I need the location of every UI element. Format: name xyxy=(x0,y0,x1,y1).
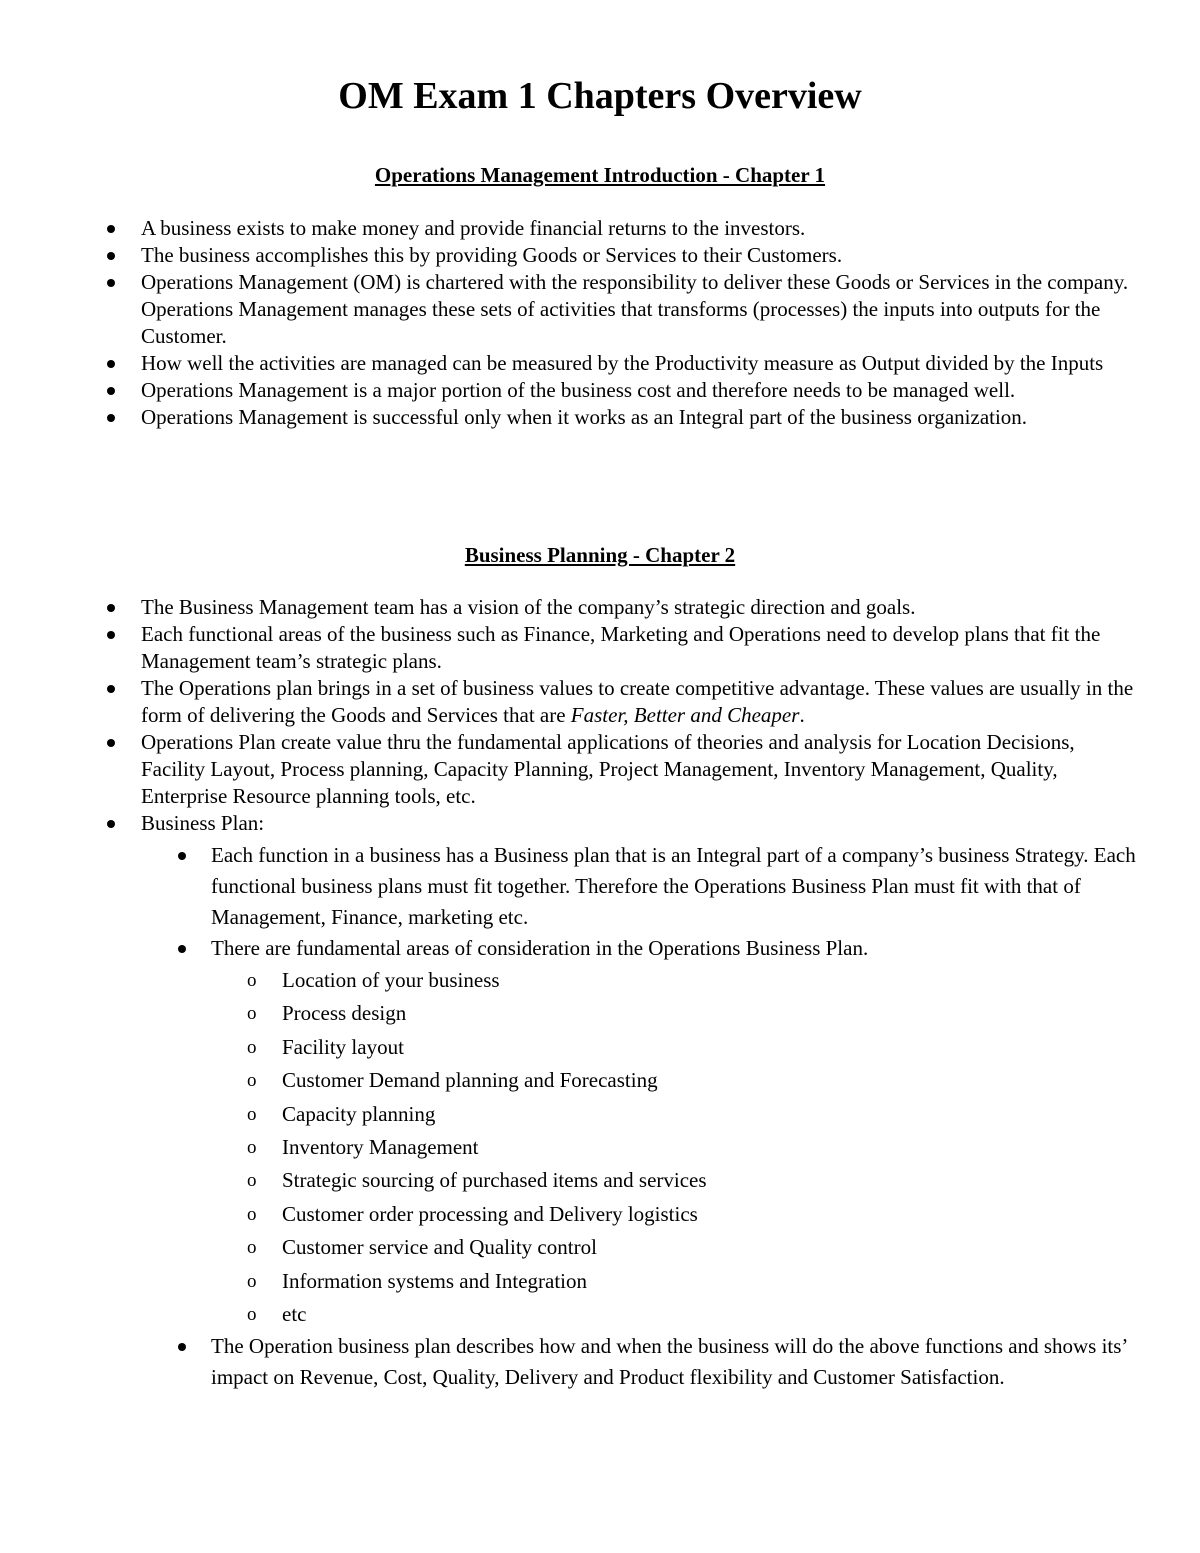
area-item xyxy=(247,1164,1136,1197)
list-item-text: How well the activities are managed can be measured by the Productivity measure as Output divided by the Inputs xyxy=(141,351,1104,375)
area-item xyxy=(247,1098,1136,1131)
area-item-text: Customer service and Quality control xyxy=(282,1235,597,1260)
circle-bullet-icon: o xyxy=(247,1103,257,1125)
section-heading-chapter-2: Business Planning - Chapter 2 xyxy=(464,543,736,567)
chapter-1-bullet-list xyxy=(141,215,1136,431)
circle-bullet-icon: o xyxy=(247,1036,257,1058)
area-item xyxy=(247,1298,1136,1331)
list-item xyxy=(141,350,1136,377)
list-item-text: The Business Management team has a vision of the company’s strategic direction and goals. xyxy=(141,595,916,619)
area-item-text: Inventory Management xyxy=(282,1135,479,1160)
list-item-text: Operations Plan create value thru the fundamental applications of theories and analysis for Location Decisions, Facility Layout, Process planning, Capacity Planning, Project Management, Inventory Management, Quality, Enterprise Resource planning tools, etc. xyxy=(141,730,1075,808)
list-item xyxy=(141,242,1136,269)
circle-bullet-icon: o xyxy=(247,1237,257,1259)
area-item xyxy=(247,1064,1136,1097)
circle-bullet-icon: o xyxy=(247,1270,257,1292)
bullet-icon xyxy=(107,820,115,828)
chapter-2-bullet-list xyxy=(141,594,1136,1393)
list-item xyxy=(141,594,1136,621)
bullet-icon xyxy=(107,739,115,747)
area-item-text: Strategic sourcing of purchased items and services xyxy=(282,1168,707,1193)
italic-phrase: Faster, Better and Cheaper xyxy=(570,703,800,727)
circle-bullet-icon: o xyxy=(247,1203,257,1225)
sub-list-item-text: Each function in a business has a Business plan that is an Integral part of a company’s business Strategy. Each functional business plans must fit together. Therefore the Operations Business Plan must fit with that of Management, Finance, marketing etc. xyxy=(211,843,1136,929)
bullet-icon xyxy=(178,1343,186,1351)
bullet-icon xyxy=(107,387,115,395)
bullet-icon xyxy=(107,279,115,287)
area-item-text: Information systems and Integration xyxy=(282,1268,588,1293)
area-item xyxy=(247,1265,1136,1298)
sub-list-item xyxy=(211,1331,1136,1393)
list-item xyxy=(141,675,1136,729)
list-item-text-before: The Operations plan brings in a set of business values to create competitive advantage. These values are usually in the form of delivering the Goods and Services that are xyxy=(141,676,1134,727)
area-item-text: etc xyxy=(282,1302,307,1327)
circle-bullet-icon: o xyxy=(247,970,257,991)
page-title: OM Exam 1 Chapters Overview xyxy=(338,75,862,117)
area-item-text: Customer Demand planning and Forecasting xyxy=(282,1068,658,1093)
list-item xyxy=(141,729,1136,810)
circle-bullet-icon: o xyxy=(247,1170,257,1192)
area-item-text: Location of your business xyxy=(282,968,500,992)
area-item xyxy=(247,1131,1136,1164)
bullet-icon xyxy=(107,225,115,233)
sub-list-item xyxy=(211,840,1136,933)
list-item-text: Operations Management is a major portion of the business cost and therefore needs to be managed well. xyxy=(141,378,1016,402)
list-item xyxy=(141,215,1136,242)
list-item-text: Each functional areas of the business such as Finance, Marketing and Operations need to develop plans that fit the Management team’s strategic plans. xyxy=(141,622,1101,673)
list-item-text: Operations Management (OM) is chartered with the responsibility to deliver these Goods or Services in the company. Operations Management manages these sets of activities that transforms (processes) the inputs into outputs for the Customer. xyxy=(141,270,1129,348)
list-item-text: Operations Management is successful only when it works as an Integral part of the business organization. xyxy=(141,405,1028,429)
area-item xyxy=(247,964,1136,997)
sub-list-item-text: There are fundamental areas of consideration in the Operations Business Plan. xyxy=(211,936,869,960)
list-item-text: Business Plan: xyxy=(141,811,265,835)
list-item xyxy=(141,621,1136,675)
area-item xyxy=(247,997,1136,1030)
bullet-icon xyxy=(107,685,115,693)
circle-bullet-icon: o xyxy=(247,1070,257,1092)
area-item xyxy=(247,1031,1136,1064)
list-item-business-plan xyxy=(141,810,1136,1393)
circle-bullet-icon: o xyxy=(247,1304,257,1326)
list-item-text: The business accomplishes this by providing Goods or Services to their Customers. xyxy=(141,243,843,267)
area-item xyxy=(247,1198,1136,1231)
list-item xyxy=(141,269,1136,350)
business-plan-sublist xyxy=(211,840,1136,1393)
area-item-text: Customer order processing and Delivery logistics xyxy=(282,1201,698,1226)
list-item xyxy=(141,377,1136,404)
bullet-icon xyxy=(107,414,115,422)
bullet-icon xyxy=(107,604,115,612)
area-item-text: Process design xyxy=(282,1001,407,1026)
bullet-icon xyxy=(107,631,115,639)
bullet-icon xyxy=(178,852,186,860)
circle-bullet-icon: o xyxy=(247,1003,257,1025)
circle-bullet-icon: o xyxy=(247,1137,257,1159)
bullet-icon xyxy=(107,252,115,260)
area-item-text: Facility layout xyxy=(282,1034,404,1059)
list-item xyxy=(141,404,1136,431)
area-item-text: Capacity planning xyxy=(282,1101,436,1126)
list-item-text-after: . xyxy=(799,703,805,727)
bullet-icon xyxy=(107,360,115,368)
sub-list-item-text: The Operation business plan describes how and when the business will do the above functions and shows its’ impact on Revenue, Cost, Quality, Delivery and Product flexibility and Customer Satisfaction. xyxy=(211,1334,1127,1390)
list-item-text: A business exists to make money and provide financial returns to the investors. xyxy=(141,216,806,240)
sub-list-item xyxy=(211,933,1136,1331)
consideration-areas-list xyxy=(247,964,1136,1331)
bullet-icon xyxy=(178,945,186,953)
area-item xyxy=(247,1231,1136,1264)
section-heading-chapter-1: Operations Management Introduction - Chapter 1 xyxy=(374,163,826,187)
